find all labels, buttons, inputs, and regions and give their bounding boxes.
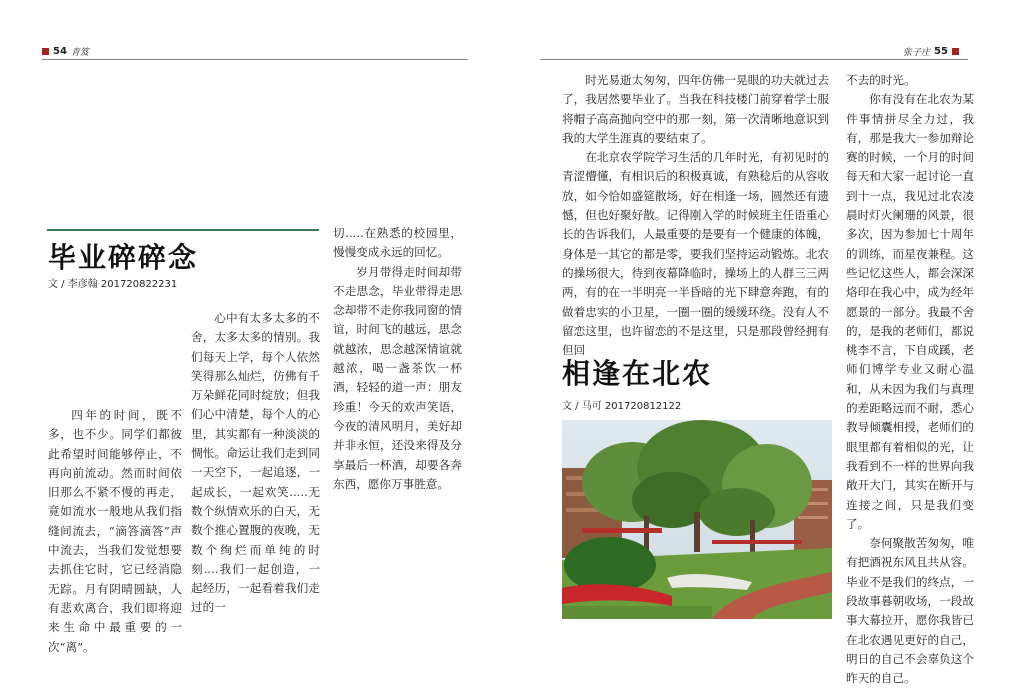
campus-photo-image <box>562 420 832 619</box>
paragraph: 你有没有在北农为某件事情拼尽全力过，我有，那是我大一参加辩论赛的时候，一个月的时间每天和大家一起讨论一直到十一点，我见过北农凌晨时灯火阑珊的风景，很多次，因为参加七十周年的训练，而星夜兼程。这些记忆这些人，都会深深烙印在我心中，成为经年愿景的一部分。我最不舍的，是我的老师们，都说桃李不言，下自成蹊，老师们博学专业又耐心温和，从未因为我们与真理的差距略远而不耐，悉心教导倾囊相授，老师们的眼里都有着相似的光，让我看到不一样的世界向我敞开大门，其实在断开与连接之间，只是我们变了。 <box>846 92 974 531</box>
article-byline: 文 / 马可 201720812122 <box>562 401 682 412</box>
page-number: 54 <box>53 46 67 57</box>
paragraph: 时光易逝太匆匆，四年仿佛一晃眼的功夫就过去了，我居然要毕业了。当我在科技楼门前穿着学士服将帽子高高抛向空中的那一刻，第一次清晰地意识到我的大学生涯真的要结束了。 <box>562 73 829 145</box>
page-number: 55 <box>934 46 948 57</box>
header-rule <box>540 59 968 60</box>
article-column-1 <box>48 406 182 657</box>
header-rule <box>42 59 468 60</box>
article-title: 毕业碎碎念 <box>48 241 199 274</box>
article-right-column <box>846 71 974 689</box>
article-byline: 文 / 李彦翰 201720822231 <box>48 279 178 290</box>
paragraph: 不去的时光。 <box>846 73 916 87</box>
right-page-header <box>903 45 959 58</box>
paragraph: 奈何聚散苦匆匆，唯有把酒祝东风且共从容。毕业不是我们的终点，一段故事暮朝收场，一段故事大幕拉开，愿你我皆已在北农遇见更好的自己，明日的自己不会辜负这个昨天的自己。 <box>846 536 974 686</box>
page-marker-icon <box>42 48 49 55</box>
article-column-3 <box>333 224 462 494</box>
paragraph: 切.....在熟悉的校园里，慢慢变成永远的回忆。 <box>333 226 462 260</box>
campus-photo <box>562 420 832 619</box>
paragraph: 四年的时间，既不多，也不少。同学们都彼此希望时间能够停止，不再向前流动。然而时间依旧那么不紧不慢的再走，竟如流水一般地从我们指缝间流去，“滴答滴答”声中流去，当我们发觉想要去抓住它时，它已经消隐无踪。月有阴晴圆缺，人有悲欢离合，我们即将迎来生命中最重要的一次“离”。 <box>48 408 182 654</box>
article-title: 相逢在北农 <box>562 357 713 390</box>
paragraph: 心中有太多太多的不舍，太多太多的情别。我们每天上学，每个人依然笑得那么灿烂，仿佛有千万朵鲜花同时绽放；但我们心中清楚，每个人的心里，其实都有一种淡淡的惆怅。命运让我们走到同一天空下，一起追逐，一起成长，一起欢笑.....无数个纵情欢乐的白天，无数个推心置腹的夜晚，无数个绚烂而单纯的时刻....我们一起创造，一起经历，一起看着我们走过的一 <box>191 311 320 615</box>
page-marker-icon <box>952 48 959 55</box>
section-name: 张子庄 <box>903 48 931 58</box>
section-name: 青笈 <box>70 48 89 58</box>
paragraph: 岁月带得走时间却带不走思念，毕业带得走思念却带不走你我同窗的情谊，时间飞的越远，思念就越浓，思念越深情谊就越浓，喝一盏茶饮一杯酒，轻轻的道一声：朋友珍重！今天的欢声笑语，今夜的清风明月，美好却并非永恒，还没来得及分享最后一杯酒，却要各奔东西，愿你万事胜意。 <box>333 264 462 491</box>
left-page-header <box>42 45 89 58</box>
article-top-column <box>562 71 829 360</box>
paragraph: 在北京农学院学习生活的几年时光，有初见时的青涩懵懂，有相识后的积极真诚，有熟稔后的从容收放，如今恰如盛筵散场，好在相逢一场，圆然还有遗憾，但也好聚好散。记得刚入学的时候班主任语重心长的告诉我们，人最重要的是要有一个健康的体魄，身体是一其它的都是零，要我们坚持运动锻炼。北农的操场很大，待到夜幕降临时，操场上的人群三三两两，有的在一半明亮一半昏暗的光下肆意奔跑，有的做着忠实的小卫星，一圈一圈的缓缓环绕。没有人不留恋这里，也许留恋的不是这里，只是那段曾经拥有但回 <box>562 150 829 358</box>
title-accent-bar <box>47 229 319 231</box>
article-column-2 <box>191 309 320 618</box>
